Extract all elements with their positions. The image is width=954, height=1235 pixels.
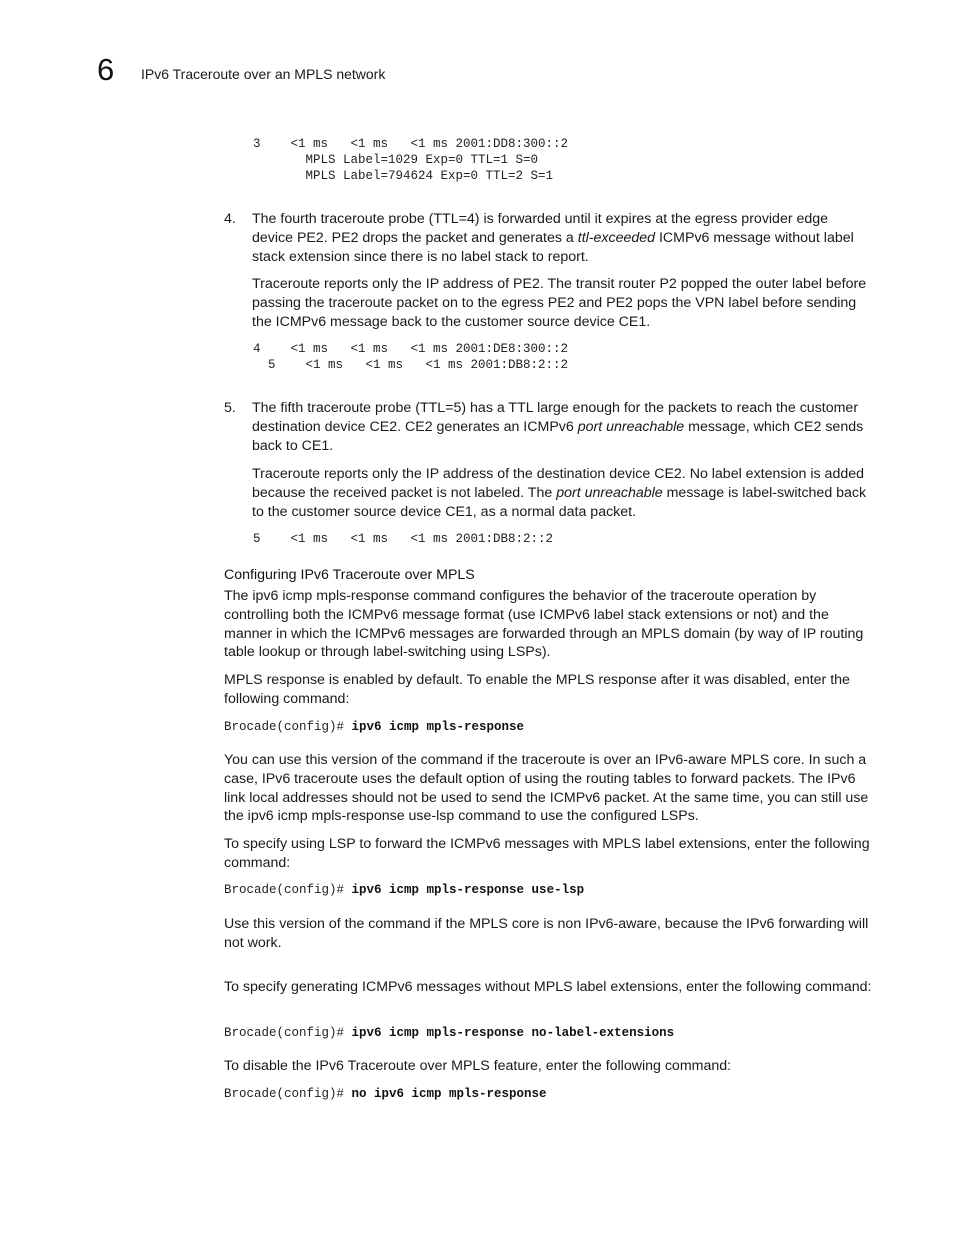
section-heading: Configuring IPv6 Traceroute over MPLS [224, 567, 475, 583]
code-line: 5 <1 ms <1 ms <1 ms 2001:DB8:2::2 [253, 532, 554, 546]
command-example: Brocade(config)# ipv6 icmp mpls-response use-lsp [224, 883, 585, 897]
code-line: MPLS Label=1029 Exp=0 TTL=1 S=0 [253, 153, 539, 167]
command-name: ipv6 icmp mpls-response [252, 588, 410, 604]
section-paragraph: To disable the IPv6 Traceroute over MPLS feature, enter the following command: [224, 1058, 732, 1074]
step4-paragraph: The fourth traceroute probe (TTL=4) is forwarded until it expires at the egress provider edge device PE2. PE2 drops the packet and generates a ttl-exceeded ICMPv6 message without label stack extension since there is no label stack to report. [252, 211, 854, 265]
step5-paragraph-2: Traceroute reports only the IP address of the destination device CE2. No label extension is added because the received packet is not labeled. The port unreachable message is label-switched back to the customer source device CE1, as a normal data packet. [252, 466, 867, 520]
command-name: ipv6 icmp mpls-response use-lsp [247, 808, 455, 825]
emphasis: port unreachable [577, 418, 685, 435]
section-paragraph: MPLS response is enabled by default. To enable the MPLS response after it was disabled, enter the following command: [224, 672, 850, 707]
step5-paragraph: The fifth traceroute probe (TTL=5) has a TTL large enough for the packets to reach the customer destination device CE2. CE2 generates an ICMPv6 port unreachable message, which CE2 sends back to CE1. [252, 400, 864, 454]
emphasis: port unreachable [556, 484, 663, 501]
chapter-number: 6 [97, 52, 115, 87]
code-block-hop4 [253, 341, 568, 373]
code-block-hop3 [253, 136, 568, 184]
section-paragraph: The ipv6 icmp mpls-response command configures the behavior of the traceroute operation by controlling both the ICMPv6 message format (use ICMPv6 label stack extensions or not) and the manner in which the ICMPv6 messages are forwarded through an MPLS domain (by way of IP routing table lookup or through label-switching using LSPs). [224, 588, 864, 661]
command-example: Brocade(config)# no ipv6 icmp mpls-response [224, 1087, 547, 1101]
code-block-hop5 [253, 531, 553, 547]
chapter-title: IPv6 Traceroute over an MPLS network [141, 66, 386, 82]
code-line: 3 <1 ms <1 ms <1 ms 2001:DD8:300::2 [253, 137, 569, 151]
section-paragraph: To specify using LSP to forward the ICMPv6 messages with MPLS label extensions, enter the following command: [224, 836, 870, 871]
code-line: 4 <1 ms <1 ms <1 ms 2001:DE8:300::2 [253, 342, 569, 356]
code-line: 5 <1 ms <1 ms <1 ms 2001:DB8:2::2 [253, 358, 569, 372]
section-paragraph: To specify generating ICMPv6 messages without MPLS label extensions, enter the following command: [224, 979, 872, 995]
step-number: 5. [224, 400, 236, 416]
code-line: MPLS Label=794624 Exp=0 TTL=2 S=1 [253, 169, 554, 183]
command-example: Brocade(config)# ipv6 icmp mpls-response [224, 720, 525, 734]
command-example: Brocade(config)# ipv6 icmp mpls-response no-label-extensions [224, 1026, 675, 1040]
emphasis: ttl-exceeded [577, 229, 656, 246]
step4-paragraph-2: Traceroute reports only the IP address of PE2. The transit router P2 popped the outer label before passing the traceroute packet on to the egress PE2 and PE2 pops the VPN label before sending the ICMPv6 message back to the customer source device CE1. [252, 276, 867, 330]
step-number: 4. [224, 211, 236, 227]
section-paragraph: Use this version of the command if the MPLS core is non IPv6-aware, because the IPv6 forwarding will not work. [224, 916, 869, 951]
section-paragraph: You can use this version of the command if the traceroute is over an IPv6-aware MPLS core. In such a case, IPv6 traceroute uses the default option of using the routing tables to forward packets. The IPv6 link local addresses should not be used to send the ICMPv6 packet. At the same time, you can still use the ipv6 icmp mpls-response use-lsp command to use the configured LSPs. [224, 752, 869, 825]
